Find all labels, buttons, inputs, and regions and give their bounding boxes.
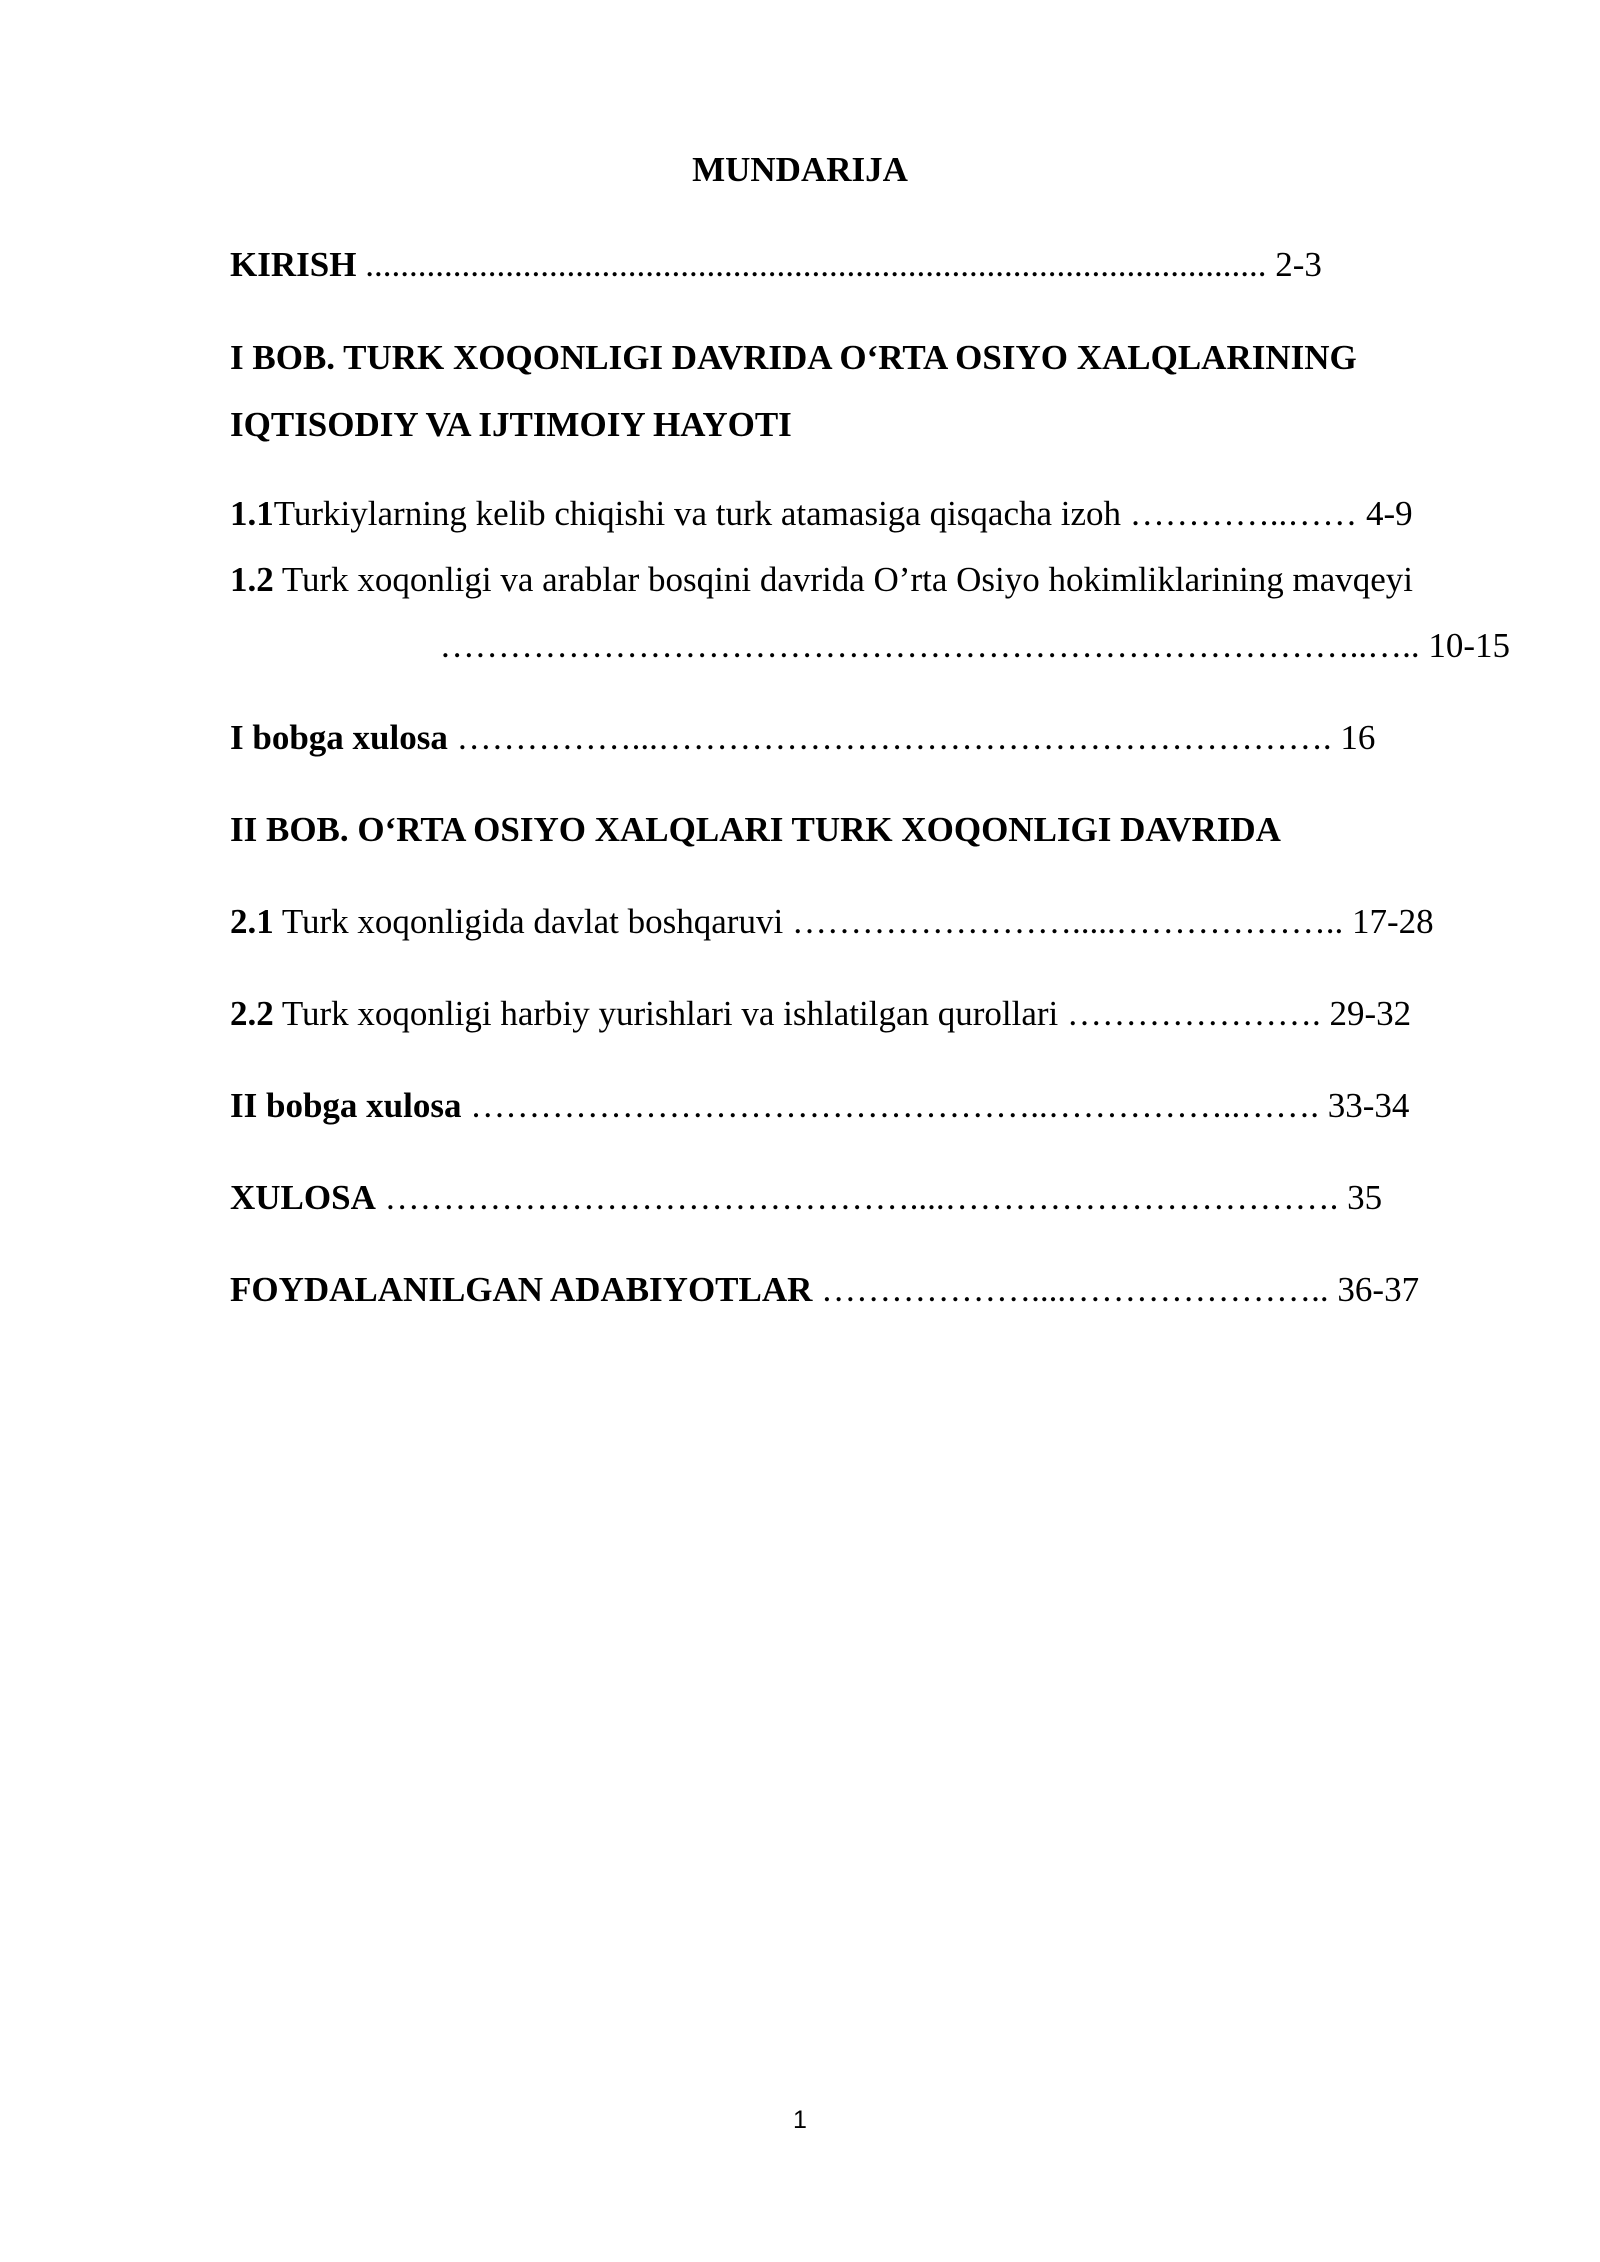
toc-page-range: 4-9 [1357,494,1413,533]
toc-page-range: 16 [1331,718,1376,757]
toc-entry-chapter-1-conclusion [230,716,1510,760]
toc-entry-chapter-2-conclusion [230,1084,1510,1128]
chapter-title: II BOB. O‘RTA OSIYO XALQLARI TURK XOQONLIGI DAVRIDA [230,810,1281,849]
toc-entry-xulosa [230,1176,1510,1220]
toc-dots: …………………. [1058,994,1321,1033]
toc-entry-2-2 [230,992,1510,1036]
section-number: 2.1 [230,902,274,941]
toc-dots: …………..…… [1121,494,1358,533]
toc-dots: ……………...…………………………………………………. [447,718,1332,757]
toc-page-range: 17-28 [1343,902,1434,941]
toc-dots: ………………………………………....……………………………. [375,1178,1339,1217]
toc-page-range: 35 [1338,1178,1383,1217]
toc-label: FOYDALANILGAN ADABIYOTLAR [230,1270,813,1309]
toc-label: II bobga xulosa [230,1086,462,1125]
toc-entry-kirish [230,243,1510,287]
toc-dots: …………………………………………..……………..……. [461,1086,1319,1125]
toc-entry-1-1 [230,492,1510,536]
toc-page-range: 36-37 [1328,1270,1420,1309]
chapter-title-line: I BOB. TURK XOQONLIGI DAVRIDA O‘RTA OSIYO XALQLARINING [230,338,1357,377]
section-number: 1.2 [230,560,274,599]
toc-page-range: 10-15 [1419,626,1510,665]
toc-page-range: 33-34 [1318,1086,1410,1125]
toc-dots: ………………....………………….. [812,1270,1329,1309]
section-title: Turk xoqonligi va arablar bosqini davrida O’rta Osiyo hokimliklarining mavqeyi [273,560,1414,599]
section-title: Turk xoqonligida davlat boshqaruvi [273,902,784,941]
chapter-title-line: IQTISODIY VA IJTIMOIY HAYOTI [230,405,792,444]
section-number: 2.2 [230,994,274,1033]
toc-dots: …………………….....……………….. [783,902,1344,941]
toc-page-range: 29-32 [1320,994,1412,1033]
toc-chapter-2 [230,808,1510,852]
section-title: Turkiylarning kelib chiqishi va turk atamasiga qisqacha izoh [273,494,1122,533]
toc-entry-1-2 [230,558,1510,602]
toc-entry-references [230,1268,1510,1312]
toc-label: XULOSA [230,1178,376,1217]
toc-label: KIRISH [230,245,357,284]
section-title: Turk xoqonligi harbiy yurishlari va ishlatilgan qurollari [273,994,1059,1033]
toc-label: I bobga xulosa [230,718,448,757]
toc-entry-2-1 [230,900,1510,944]
toc-dots: ……………………………………………………………………..….. [439,626,1420,665]
toc-entry-1-2-continuation [275,624,1510,668]
toc-dots: ....................................................................................................... [356,245,1267,284]
toc-chapter-1 [230,324,1510,458]
section-number: 1.1 [230,494,274,533]
toc-page-range: 2-3 [1266,245,1322,284]
page-number: 1 [793,2106,807,2134]
page-title: MUNDARIJA [692,150,908,189]
